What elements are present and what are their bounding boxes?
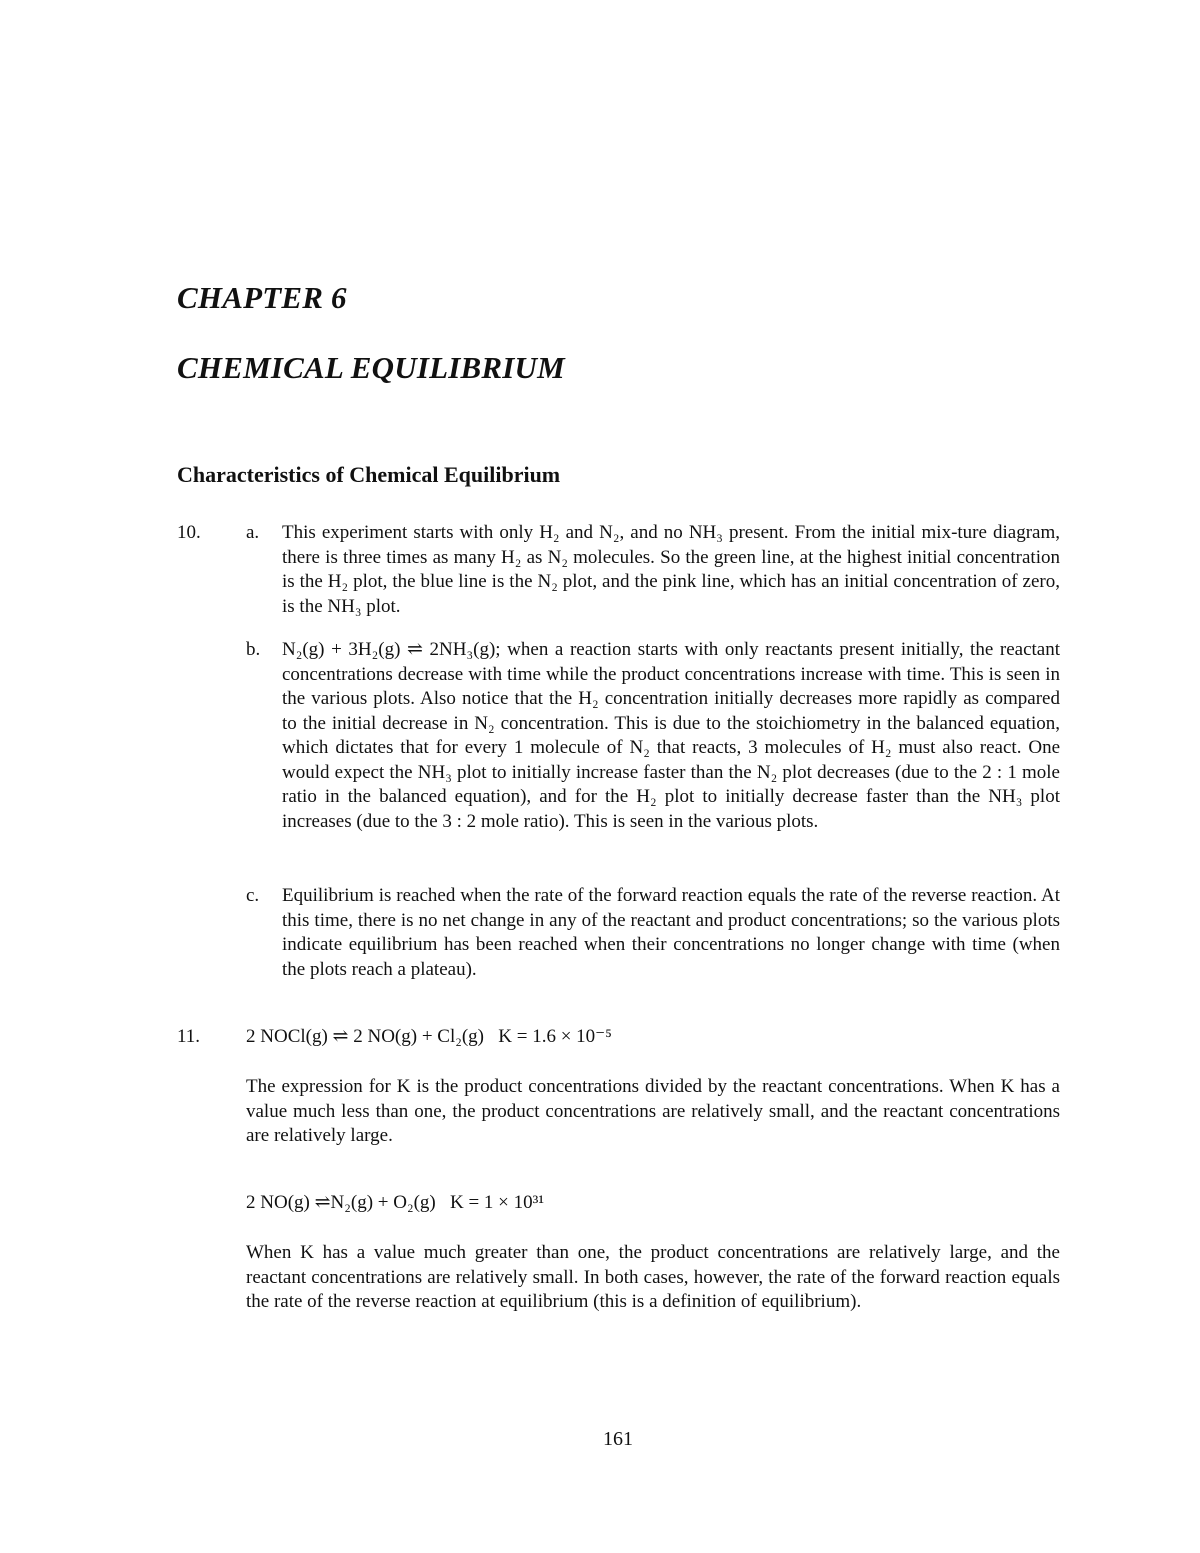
item-letter-b: b. — [246, 639, 261, 660]
equation-nocl: 2 NOCl(g) ⇌ 2 NO(g) + Cl₂(g) K = 1.6 × 10⁻⁵ — [246, 1026, 612, 1047]
question-number-11: 11. — [177, 1026, 201, 1047]
page-number: 161 — [603, 1428, 633, 1450]
item-letter-c: c. — [246, 885, 260, 906]
question-number-10: 10. — [177, 522, 201, 543]
item-letter-a: a. — [246, 522, 260, 543]
item-a-text: This experiment starts with only H₂ and N₂, and no NH₃ present. From the initial mix-ture diagram, there is three times as many H₂ as N₂ molecules. So the green line, at the highest initial concentration is the H₂ plot, the blue line is the N₂ plot, and the pink line, which has an initial concentration of zero, is the NH₃ plot. — [282, 522, 1060, 617]
paragraph-k-large: When K has a value much greater than one, the product concentrations are relatively large, and the reactant concentrations are relatively small. In both cases, however, the rate of the forward reaction equals the rate of the reverse reaction at equilibrium (this is a definition of equilibrium). — [246, 1242, 1060, 1312]
chapter-label: CHAPTER 6 — [177, 280, 347, 315]
item-b-text: N₂(g) + 3H₂(g) ⇌ 2NH₃(g); when a reaction starts with only reactants present initially, the reactant concentrations decrease with time while the product concentrations increase with time. This is seen in the various plots. Also notice that the H₂ concentration initially decreases more rapidly as compared to the initial decrease in N₂ concentration. This is due to the stoichiometry in the balanced equation, which dictates that for every 1 molecule of N₂ that reacts, 3 molecules of H₂ must also react. One would expect the NH₃ plot to initially increase faster than the N₂ plot decreases (due to the 2 : 1 mole ratio in the balanced equation), and for the H₂ plot to initially decrease faster than the NH₃ plot increases (due to the 3 : 2 mole ratio). This is seen in the various plots. — [282, 639, 1060, 832]
item-c-text: Equilibrium is reached when the rate of the forward reaction equals the rate of the reverse reaction. At this time, there is no net change in any of the reactant and product concentrations; so the various plots indicate equilibrium has been reached when their concentrations no longer change with time (when the plots reach a plateau). — [282, 885, 1060, 980]
equation-no: 2 NO(g) ⇌N₂(g) + O₂(g) K = 1 × 10³¹ — [246, 1192, 545, 1213]
section-heading: Characteristics of Chemical Equilibrium — [177, 462, 561, 487]
chapter-title: CHEMICAL EQUILIBRIUM — [177, 350, 565, 385]
paragraph-k-small: The expression for K is the product concentrations divided by the reactant concentrations. When K has a value much less than one, the product concentrations are relatively small, and the reactant concentrations are relatively large. — [246, 1076, 1060, 1146]
